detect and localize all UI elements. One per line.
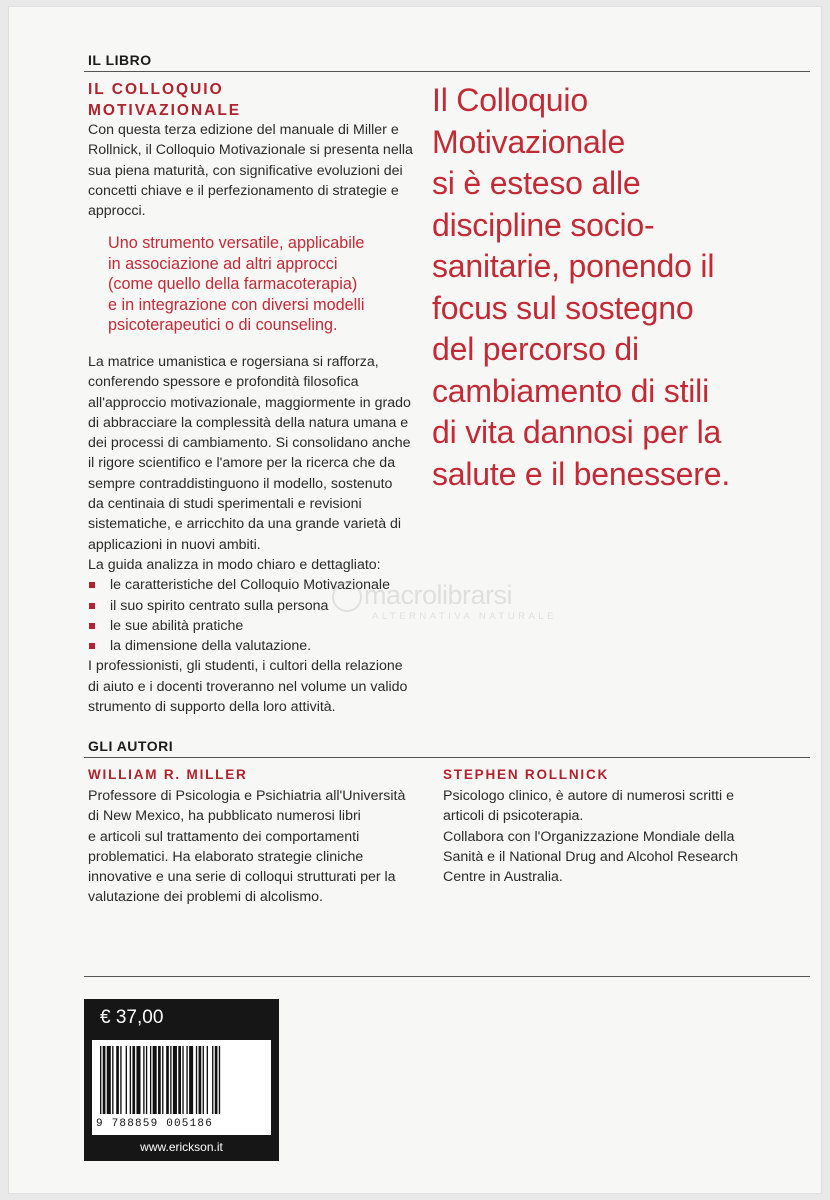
book-title-line-2: MOTIVAZIONALE xyxy=(88,102,242,119)
pull-quote-line: focus sul sostegno xyxy=(432,289,694,326)
bullet-square-icon xyxy=(89,582,95,588)
intro-line: approcci. xyxy=(88,203,146,220)
section-label-authors: GLI AUTORI xyxy=(88,738,174,754)
barcode-icon xyxy=(96,1046,268,1116)
list-item-text: la dimensione della valutazione. xyxy=(110,638,312,655)
price-label: € 37,00 xyxy=(100,1007,164,1028)
author-bio-rollnick xyxy=(443,786,803,887)
quote-line: Uno strumento versatile, applicabile xyxy=(108,234,365,252)
body-line: di abbracciare la complessità della natura umana e xyxy=(88,414,409,431)
bio-line: problematici. Ha elaborato strategie cliniche xyxy=(88,848,364,865)
pull-quote-line: salute e il benessere. xyxy=(432,455,731,492)
watermark xyxy=(332,580,572,630)
watermark-tagline: ALTERNATIVA NATURALE xyxy=(372,611,557,622)
divider-top xyxy=(84,71,810,72)
intro-line: Rollnick, il Colloquio Motivazionale si presenta nella xyxy=(88,142,413,159)
author-name-miller: WILLIAM R. MILLER xyxy=(88,767,248,782)
body-line: conferendo spessore e profondità filosofica xyxy=(88,374,359,391)
watermark-logo-icon xyxy=(332,582,362,612)
closing-line: I professionisti, gli studenti, i cultori della relazione xyxy=(88,658,403,675)
pull-quote-line: Motivazionale xyxy=(432,123,626,160)
pull-quote-line: cambiamento di stili xyxy=(432,372,710,409)
pull-quote-line: di vita dannosi per la xyxy=(432,414,722,450)
pull-quote-line: si è esteso alle xyxy=(432,165,641,201)
bullet-square-icon xyxy=(89,603,95,609)
list-item-text: le caratteristiche del Colloquio Motivazionale xyxy=(110,577,390,594)
bio-line: di New Mexico, ha pubblicato numerosi libri xyxy=(88,808,361,825)
body-line: all'approccio motivazionale, maggiormente in grado xyxy=(88,394,411,411)
intro-line: concetti chiave e il perfezionamento di strategie e xyxy=(88,182,399,199)
author-bio-miller xyxy=(88,786,428,908)
list-item-text: il suo spirito centrato sulla persona xyxy=(110,597,329,614)
bio-line: innovative e una serie di colloqui strutturati per la xyxy=(88,869,396,886)
guide-intro: La guida analizza in modo chiaro e dettagliato: xyxy=(88,556,381,573)
body-line: il rigore scientifico e l'amore per la ricerca che da xyxy=(88,455,396,472)
intro-line: Con questa terza edizione del manuale di Miller e xyxy=(88,122,399,138)
bullet-square-icon xyxy=(89,643,95,649)
intro-line: sua piena maturità, con significative evoluzioni dei xyxy=(88,162,403,179)
publisher-website: www.erickson.it xyxy=(140,1140,223,1154)
divider-authors xyxy=(84,757,810,758)
body-line: sistematiche, e arricchito da una grande varietà di xyxy=(88,516,402,533)
list-item-text: le sue abilità pratiche xyxy=(110,617,244,634)
quote-line: psicoterapeutici o di counseling. xyxy=(108,316,338,335)
body-line: applicazioni in nuovi ambiti. xyxy=(88,536,261,553)
bio-line: Sanità e il National Drug and Alcohol Research xyxy=(443,848,738,865)
body-line: dei processi di cambiamento. Si consolidano anche xyxy=(88,435,411,452)
bio-line: articoli di psicoterapia. xyxy=(443,808,584,825)
section-label-book: IL LIBRO xyxy=(88,52,152,68)
inline-quote xyxy=(108,233,428,336)
quote-line: (come quello della farmacoterapia) xyxy=(108,275,358,294)
pull-quote-line: Il Colloquio xyxy=(432,82,588,118)
closing-line: strumento di supporto della loro attività. xyxy=(88,699,336,716)
bio-line: Collabora con l'Organizzazione Mondiale della xyxy=(443,828,735,845)
list-item xyxy=(88,636,428,656)
bullet-square-icon xyxy=(89,623,95,629)
bio-line: valutazione dei problemi di alcolismo. xyxy=(88,889,324,906)
pull-quote-line: discipline socio- xyxy=(432,206,655,243)
watermark-name: macrolibrarsi xyxy=(364,580,513,610)
pull-quote xyxy=(432,80,802,495)
main-paragraph xyxy=(88,352,428,717)
body-line: La matrice umanistica e rogersiana si rafforza, xyxy=(88,354,379,370)
intro-paragraph xyxy=(88,120,428,221)
bio-line: e articoli sul trattamento dei comportamenti xyxy=(88,828,360,845)
quote-line: e in integrazione con diversi modelli xyxy=(108,295,365,314)
body-line: sempre contraddistinguono il modello, sostenuto xyxy=(88,475,393,492)
quote-line: in associazione ad altri approcci xyxy=(108,254,338,273)
bio-line: Centre in Australia. xyxy=(443,869,563,886)
pull-quote-line: sanitarie, ponendo il xyxy=(432,248,715,284)
divider-bottom xyxy=(84,976,810,977)
author-name-rollnick: STEPHEN ROLLNICK xyxy=(443,767,610,782)
bio-line: Professore di Psicologia e Psichiatria all'Università xyxy=(88,788,406,804)
pull-quote-line: del percorso di xyxy=(432,331,639,367)
book-title-line-1: IL COLLOQUIO xyxy=(88,81,224,98)
book-title xyxy=(88,79,241,121)
closing-line: di aiuto e i docenti troveranno nel volume un valido xyxy=(88,678,408,695)
bio-line: Psicologo clinico, è autore di numerosi scritti e xyxy=(443,788,734,804)
isbn-number: 9 788859 005186 xyxy=(96,1118,214,1130)
body-line: da centinaia di studi sperimentali e revisioni xyxy=(88,496,362,513)
